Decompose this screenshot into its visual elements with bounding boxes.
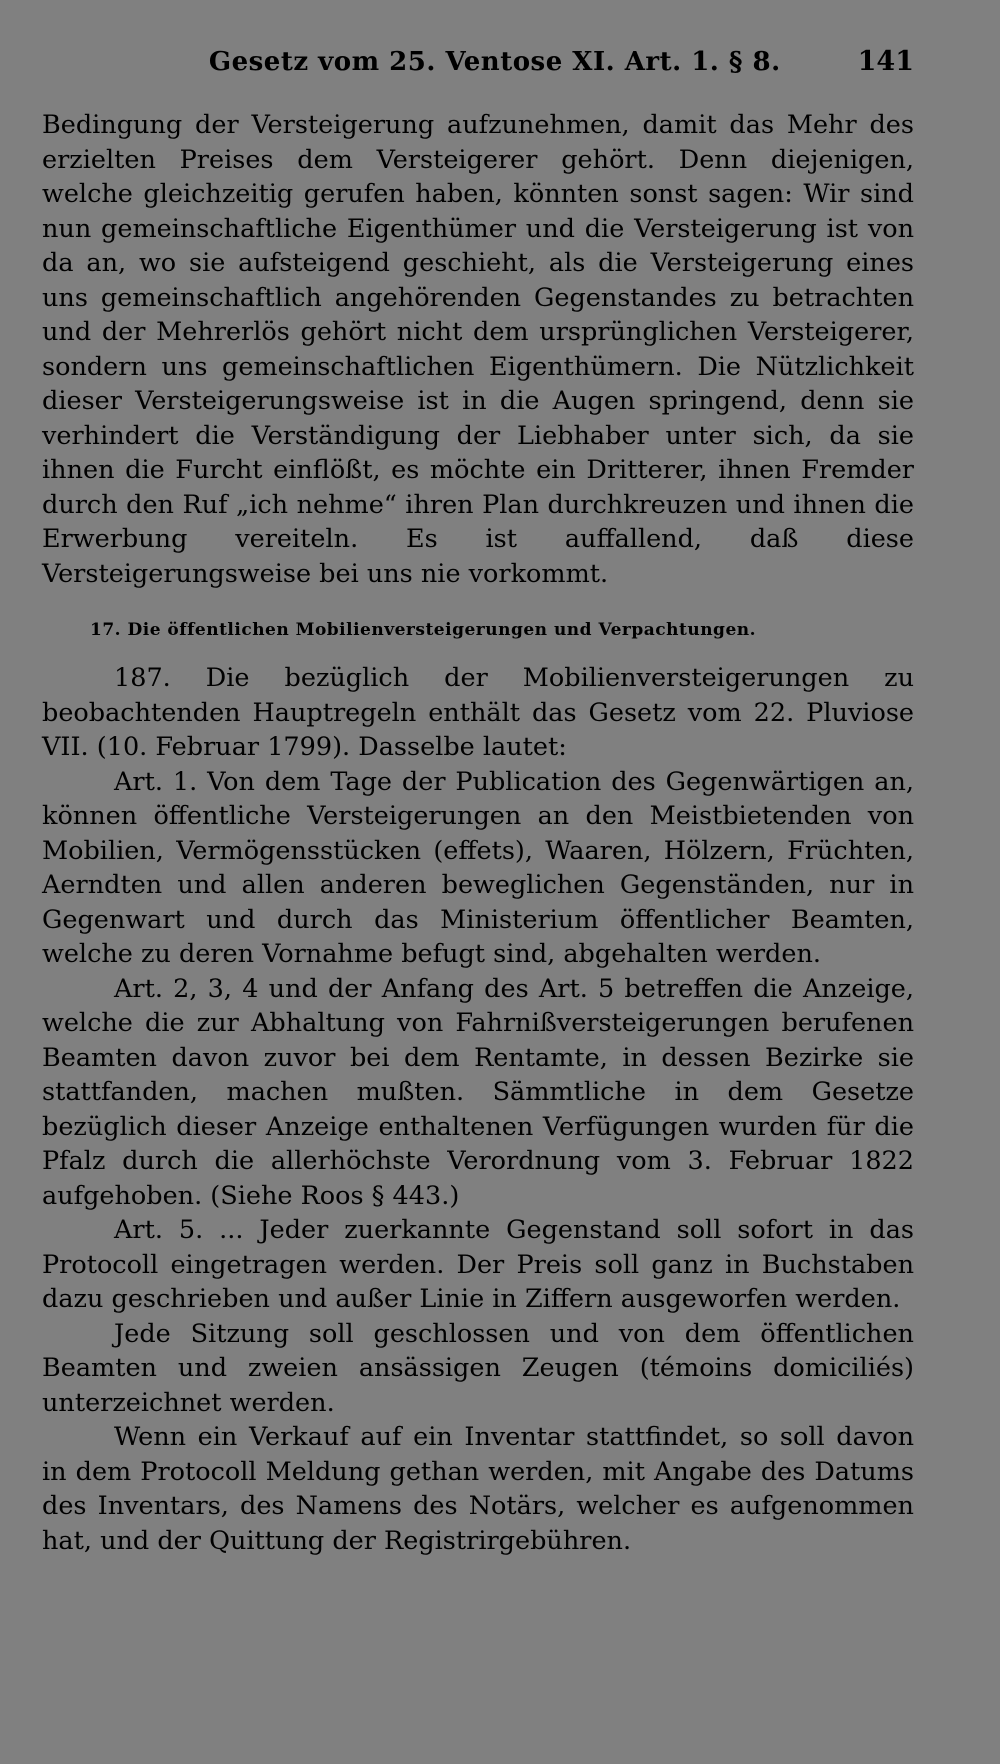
book-page	[42, 46, 914, 1558]
page-number: 141	[857, 46, 914, 77]
paragraph-art-2-5: Art. 2, 3, 4 und der Anfang des Art. 5 betreffen die Anzeige, welche die zur Abhaltung von Fahrnißversteigerungen berufenen Beamten davon zuvor bei dem Rentamte, in dessen Bezirke sie stattfanden, machen mußten. Sämmtliche in dem Gesetze bezüglich dieser Anzeige enthaltenen Verfügungen wurden für die Pfalz durch die allerhöchste Verordnung vom 3. Februar 1822 aufgehoben. (Siehe Roos § 443.)	[42, 973, 914, 1211]
section-heading: 17. Die öffentlichen Mobilienversteigerungen und Verpachtungen.	[90, 620, 757, 640]
paragraph-187: 187. Die bezüglich der Mobilienversteigerungen zu beobachtenden Hauptregeln enthält das Gesetz vom 22. Pluviose VII. (10. Februar 1799). Dasselbe lautet:	[42, 663, 914, 762]
paragraph-sitzung: Jede Sitzung soll geschlossen und von dem öffentlichen Beamten und zweien ansässigen Zeugen (témoins domiciliés) unterzeichnet werden.	[42, 1318, 914, 1418]
paragraph-inventar: Wenn ein Verkauf auf ein Inventar stattfindet, so soll davon in dem Protocoll Meldung gethan werden, mit Angabe des Datums des Inventars, des Namens des Notärs, welcher es aufgenommen hat, und der Quittung der Registrirgebühren.	[42, 1422, 914, 1556]
running-head-title: Gesetz vom 25. Ventose XI. Art. 1. § 8.	[208, 47, 781, 77]
paragraph-art-1: Art. 1. Von dem Tage der Publication des Gegenwärtigen an, können öffentliche Versteigerungen an den Meistbietenden von Mobilien, Vermögensstücken (effets), Waaren, Hölzern, Früchten, Aerndten und allen anderen beweglichen Gegenständen, nur in Gegenwart und durch das Ministerium öffentlicher Beamten, welche zu deren Vornahme befugt sind, abgehalten werden.	[42, 766, 914, 969]
running-head	[42, 46, 914, 86]
paragraph-art-5: Art. 5. ... Jeder zuerkannte Gegenstand soll sofort in das Protocoll eingetragen werden. Der Preis soll ganz in Buchstaben dazu geschrieben und außer Linie in Ziffern ausgeworfen werden.	[42, 1215, 914, 1314]
continuation-paragraph: Bedingung der Versteigerung aufzunehmen, damit das Mehr des erzielten Preises dem Versteigerer gehört. Denn diejenigen, welche gleichzeitig gerufen haben, könnten sonst sagen: Wir sind nun gemeinschaftliche Eigenthümer und die Versteigerung ist von da an, wo sie aufsteigend geschieht, als die Versteigerung eines uns gemeinschaftlich angehörenden Gegenstandes zu betrachten und der Mehrerlös gehört nicht dem ursprünglichen Versteigerer, sondern uns gemeinschaftlichen Eigenthümern. Die Nützlichkeit dieser Versteigerungsweise ist in die Augen springend, denn sie verhindert die Verständigung der Liebhaber unter sich, da sie ihnen die Furcht einflößt, es möchte ein Dritterer, ihnen Fremder durch den Ruf „ich nehme“ ihren Plan durchkreuzen und ihnen die Erwerbung vereiteln. Es ist auffallend, daß diese Versteigerungsweise bei uns nie vorkommt.	[42, 110, 914, 589]
